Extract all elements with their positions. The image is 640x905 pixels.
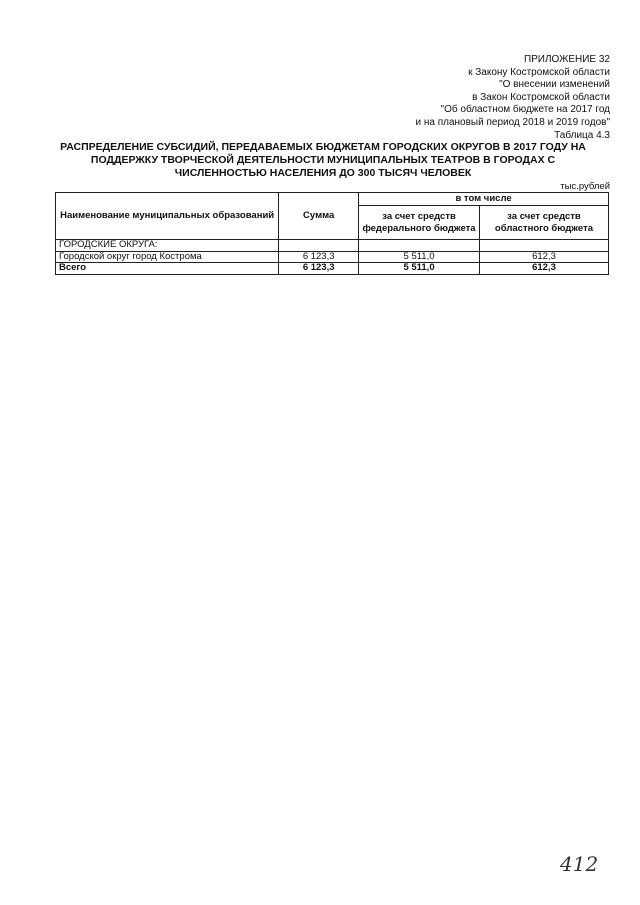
document-title: РАСПРЕДЕЛЕНИЕ СУБСИДИЙ, ПЕРЕДАВАЕМЫХ БЮДЖЕТАМ ГОРОДСКИХ ОКРУГОВ В 2017 ГОДУ НА ПОДДЕРЖКУ ТВОРЧЕСКОЙ ДЕЯТЕЛЬНОСТИ МУНИЦИПАЛЬНЫХ ТЕАТРОВ В ГОРОДАХ С ЧИСЛЕННОСТЬЮ НАСЕЛЕНИЯ ДО 300 ТЫСЯЧ ЧЕЛОВЕК (60, 141, 586, 179)
total-federal: 5 511,0 (359, 263, 480, 275)
row-regional: 612,3 (479, 251, 608, 263)
header-group: в том числе (359, 193, 609, 206)
handwritten-page-number: 412 (560, 852, 599, 876)
row-sum: 6 123,3 (279, 251, 359, 263)
total-regional: 612,3 (479, 263, 608, 275)
table-number: Таблица 4.3 (554, 129, 610, 141)
total-row (56, 263, 609, 275)
header-federal: за счет средств федерального бюджета (359, 206, 480, 240)
row-name: Городской округ город Кострома (56, 251, 279, 263)
total-sum: 6 123,3 (279, 263, 359, 275)
subsidy-table (55, 192, 609, 275)
units-label: тыс.рублей (560, 181, 610, 192)
section-row (56, 240, 609, 252)
appendix-line: в Закон Костромской области (472, 91, 610, 103)
header-row (56, 193, 609, 206)
table-row (56, 251, 609, 263)
header-sum: Сумма (279, 193, 359, 240)
header-regional: за счет средств областного бюджета (479, 206, 608, 240)
header-name: Наименование муниципальных образований (56, 193, 279, 240)
appendix-line: ПРИЛОЖЕНИЕ 32 (523, 54, 610, 65)
total-label: Всего (56, 263, 279, 275)
appendix-line: и на плановый период 2018 и 2019 годов" (415, 116, 610, 128)
appendix-header (415, 54, 610, 142)
appendix-line: к Закону Костромской области (468, 66, 610, 78)
appendix-line: "О внесении изменений (499, 79, 610, 91)
section-label: ГОРОДСКИЕ ОКРУГА: (56, 240, 279, 252)
appendix-line: "Об областном бюджете на 2017 год (440, 104, 610, 116)
row-federal: 5 511,0 (359, 251, 480, 263)
